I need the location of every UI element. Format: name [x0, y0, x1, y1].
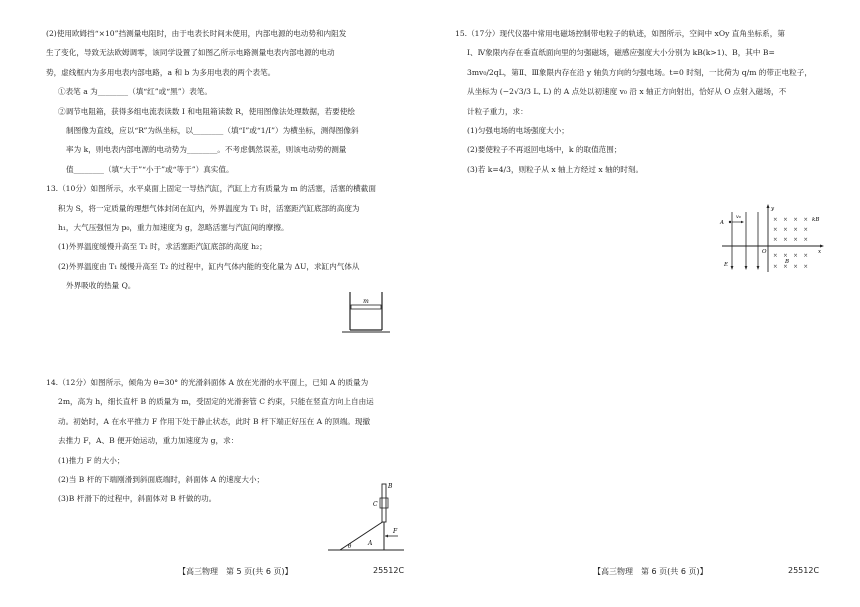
q14-stem: 2m，高为 h，细长直杆 B 的质量为 m，受固定的光滑套管 C 约束，只能在竖直方向上自由运: [58, 397, 374, 407]
q12-line: (2)使用欧姆挡“×10”挡测量电阻时，由于电表长时间未使用，内部电源的电动势和内阻发: [46, 29, 347, 38]
q15-stem: 计粒子重力，求：: [467, 106, 528, 116]
svg-text:× × × ×: × × × ×: [773, 264, 808, 270]
q13-subq: (1)外界温度缓慢升高至 T₂ 时，求活塞距汽缸底部的高度 h₂；: [58, 242, 267, 252]
q13-stem: 积为 S，将一定质量的理想气体封闭在缸内，外界温度为 T₁ 时，活塞距汽缸底部的高度为: [58, 203, 360, 213]
q13-stem: h₁，大气压强恒为 p₀，重力加速度为 g，忽略活塞与汽缸间的摩擦。: [58, 223, 289, 233]
piston-label: m: [363, 298, 369, 305]
q12-subq: ①表笔 a 为________（填“红”或“黑”）表笔。: [58, 87, 212, 97]
left-page: [46, 24, 421, 296]
q15-subq: (3)若 k=4/3，则粒子从 x 轴上方经过 x 轴的时刻。: [467, 164, 644, 174]
q14-stem: 动。初始时，A 在水平推力 F 作用下处于静止状态，此时 B 杆下端正好压在 A 的顶端。现撤: [58, 416, 371, 426]
q15-subq: (1)匀强电场的电场强度大小；: [467, 126, 569, 136]
q12-subq: 值________（填“大于”“小于”或“等于”）真实值。: [66, 164, 234, 174]
q12-subq: ②调节电阻箱，获得多组电流表读数 I 和电阻箱读数 R，使用图像法处理数据，若要使绘: [58, 106, 355, 116]
point-A-label: A: [720, 220, 724, 226]
incline-figure: [328, 478, 406, 554]
origin-label: O: [762, 249, 767, 255]
em-field-figure: [718, 202, 824, 274]
q14-stem: 去推力 F，A、B 便开始运动，重力加速度为 g，求：: [58, 436, 239, 446]
q13-stem: 13.（10分）如图所示，水平桌面上固定一导热汽缸，汽缸上方有质量为 m 的活塞，活塞的横截面: [46, 184, 376, 194]
svg-text:× × × ×: × × × ×: [773, 227, 808, 233]
q14-subq: (1)推力 F 的大小；: [58, 455, 125, 465]
q14-stem: 14.（12分）如图所示，倾角为 θ=30° 的光滑斜面体 A 放在光滑的水平面上，已知 A 的质量为: [46, 378, 369, 387]
right-footer-code: 25512C: [788, 566, 820, 575]
right-footer-title: 【高三物理 第 6 页(共 6 页)】: [593, 567, 708, 576]
magnetic-field-crosses: [773, 217, 808, 270]
q14-subq: (3)B 杆滑下的过程中，斜面体对 B 杆做的功。: [58, 494, 217, 504]
q13-subq: 外界吸收的热量 Q。: [66, 281, 136, 291]
q12-line: 生了变化，导致无法欧姆调零，该同学设置了如图乙所示电路测量电表内部电源的电动: [46, 48, 335, 58]
q12-line: 势，虚线框内为多用电表内部电路，a 和 b 为多用电表的两个表笔。: [46, 67, 276, 77]
q15-stem: 从坐标为 (−2√3/3 L, L) 的 A 点处以初速度 v₀ 沿 x 轴正方向射出，恰好从 O 点射入磁场，不: [467, 87, 787, 97]
rod-label: B: [388, 483, 393, 490]
force-label: F: [393, 528, 398, 535]
q15-stem: Ⅰ、Ⅳ象限内存在垂直纸面向里的匀强磁场，磁感应强度大小分别为 kB(k>1)、B，其中 B=: [467, 48, 775, 58]
y-axis-label: y: [771, 206, 775, 212]
field-E-label: E: [724, 262, 729, 268]
q15-stem: 3mv₀/2qL，第Ⅱ、Ⅲ象限内存在沿 y 轴负方向的匀强电场。t=0 时刻，一比荷为 q/m 的带正电粒子，: [467, 67, 812, 77]
svg-text:× × × ×: × × × ×: [773, 237, 808, 243]
left-footer-code: 25512C: [373, 566, 405, 575]
q15-subq: (2)要使粒子不再返回电场中，k 的取值范围；: [467, 145, 622, 155]
x-axis-label: x: [818, 249, 822, 255]
v0-label: v₀: [736, 214, 741, 220]
incline-label: A: [368, 540, 373, 547]
q13-subq: (2)外界温度由 T₁ 缓慢升高至 T₂ 的过程中，缸内气体内能的变化量为 ΔU，求缸内气体从: [58, 261, 360, 271]
q15-stem: 15.（17分）现代仪器中常用电磁场控制带电粒子的轨迹，如图所示，空间中 xOy 直角坐标系，第: [455, 29, 785, 38]
angle-label: θ: [348, 544, 352, 550]
cylinder-figure: [338, 288, 390, 336]
left-footer-title: 【高三物理 第 5 页(共 6 页)】: [178, 567, 293, 576]
sleeve-label: C: [373, 501, 378, 508]
q14-subq: (2)当 B 杆的下端刚滑到斜面底端时，斜面体 A 的速度大小；: [58, 475, 265, 485]
B-label: B: [785, 259, 790, 265]
right-page: [455, 24, 825, 179]
svg-text:× × × ×: × × × ×: [773, 217, 808, 223]
svg-text:× × × ×: × × × ×: [773, 253, 808, 259]
kB-label: kB: [812, 217, 820, 223]
q12-subq: 制图像为直线，应以“R”为纵坐标，以________（填“I”或“1/I”）为横坐标，测得图像斜: [66, 126, 359, 136]
q12-subq: 率为 k，则电表内部电源的电动势为________。不考虑偶然误差，则该电动势的测量: [66, 145, 347, 155]
